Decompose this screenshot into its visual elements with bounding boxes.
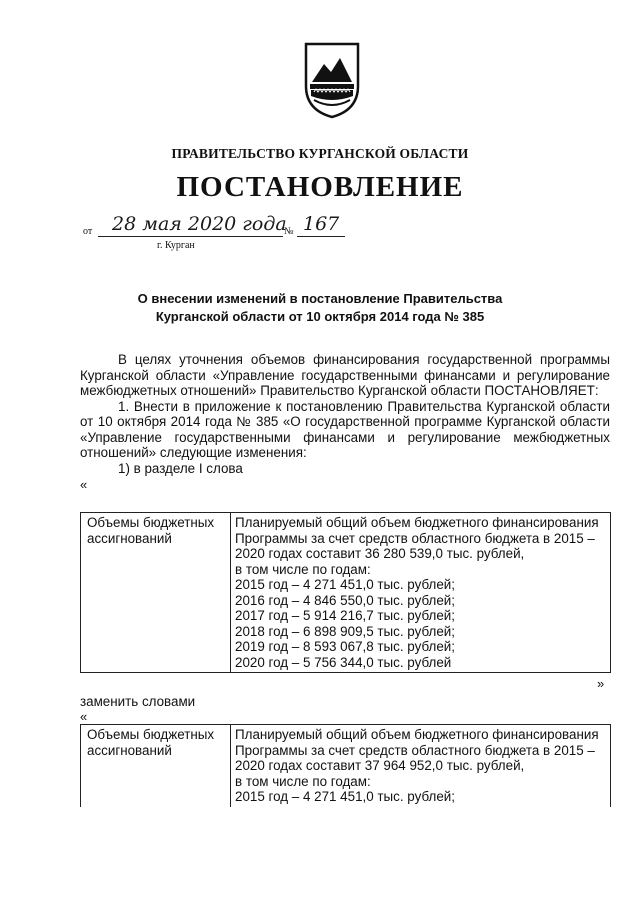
decree-title: ПОСТАНОВЛЕНИЕ <box>176 171 464 203</box>
open-quote-2: « <box>80 709 88 724</box>
handwritten-date: 28 мая 2020 года <box>112 213 287 235</box>
document-body <box>80 352 610 493</box>
open-quote: « <box>80 477 88 492</box>
subitem-1-paragraph: 1) в разделе I слова <box>118 460 243 476</box>
budget-table-new <box>80 724 611 807</box>
government-name: ПРАВИТЕЛЬСТВО КУРГАНСКОЙ ОБЛАСТИ <box>171 146 469 161</box>
budget-table-old <box>80 512 611 673</box>
table-row <box>81 725 611 807</box>
budget-value-cell: Планируемый общий объем бюджетного финансирования Программы за счет средств областного бюджета в 2015 – 2020 годах составит 36 280 539,0 тыс. рублей, в том числе по годам: 2015 год – 4 271 451,0 тыс. рублей; 2016 год – 4 846 550,0 тыс. рублей; 2017 год – 5 914 216,7 тыс. рублей; 2018 год – 6 898 909,5 тыс. рублей; 2019 год – 8 593 067,8 тыс. рублей; 2020 год – 5 756 344,0 тыс. рублей <box>231 513 611 673</box>
handwritten-number: 167 <box>303 213 340 235</box>
budget-value-cell: Планируемый общий объем бюджетного финансирования Программы за счет средств областного бюджета в 2015 – 2020 годах составит 37 964 952,0 тыс. рублей, в том числе по годам: 2015 год – 4 271 451,0 тыс. рублей; <box>231 725 611 807</box>
replace-with-text: заменить словами <box>80 694 196 709</box>
resolves-word: ПОСТАНОВЛЯЕТ: <box>484 383 599 398</box>
budget-label-cell: Объемы бюджетных ассигнований <box>81 513 231 673</box>
number-label: № <box>284 226 294 237</box>
city-label: г. Курган <box>157 240 195 251</box>
decree-subject <box>0 290 640 326</box>
from-label: от <box>83 226 93 237</box>
coat-of-arms-emblem <box>300 40 364 120</box>
date-underline <box>98 236 283 237</box>
budget-label-cell: Объемы бюджетных ассигнований <box>81 725 231 807</box>
subject-line: Курганской области от 10 октября 2014 года № 385 <box>155 309 485 324</box>
number-underline <box>297 236 345 237</box>
close-quote: » <box>597 676 605 691</box>
subject-line: О внесении изменений в постановление Правительства <box>137 291 503 306</box>
preamble-paragraph: В целях уточнения объемов финансирования государственной программы Курганской области «Управление государственными финансами и регулирование межбюджетных отношений» Правительство Курганской области ПОСТАНОВЛЯЕТ: <box>80 352 610 398</box>
table-row <box>81 513 611 673</box>
item-1-paragraph: 1. Внести в приложение к постановлению Правительства Курганской области от 10 октября 2014 года № 385 «О государственной программе Курганской области «Управление государственными финансами и регулирование межбюджетных отношений» следующие изменения: <box>80 398 610 460</box>
